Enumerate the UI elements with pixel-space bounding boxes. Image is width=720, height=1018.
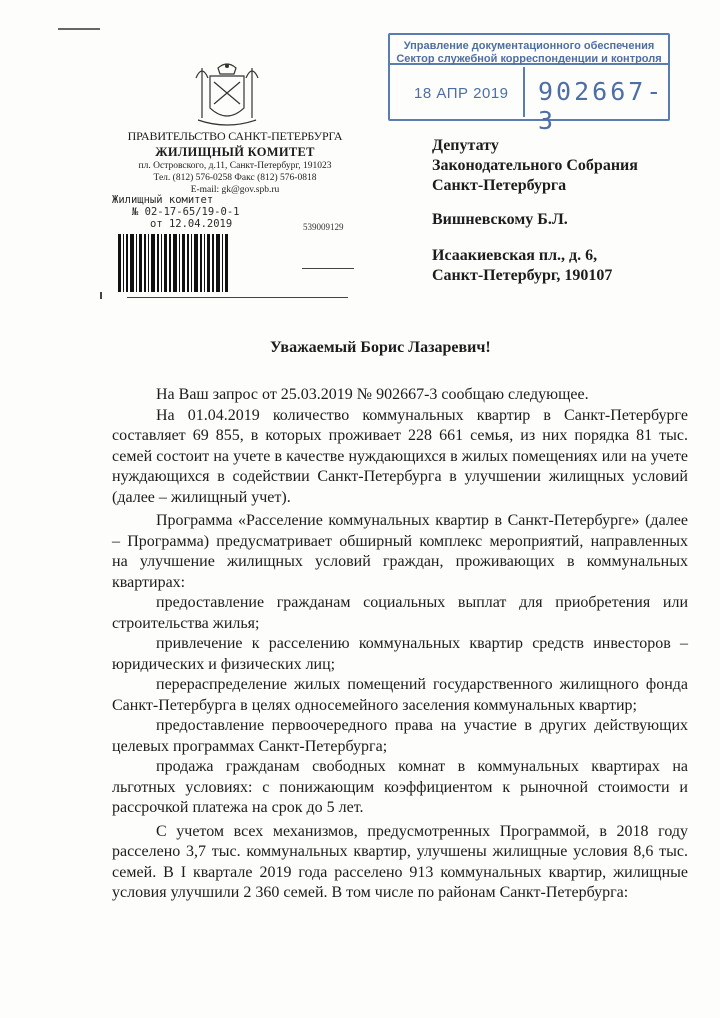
addressee-address-2: Санкт-Петербург, 190107 (432, 267, 613, 284)
addressee-line-1: Депутату (432, 137, 499, 154)
stamp-number: 902667-3 (538, 77, 665, 135)
signature-line (302, 268, 354, 269)
stamp-date: 18 АПР 2019 (414, 85, 509, 102)
header-divider (127, 297, 348, 298)
barcode-icon (118, 234, 228, 292)
addressee-line-2: Законодательного Собрания (432, 157, 638, 174)
registration-org: Жилищный комитет (112, 194, 214, 206)
letter-body (112, 385, 688, 904)
government-name: ПРАВИТЕЛЬСТВО САНКТ-ПЕТЕРБУРГА (127, 129, 343, 143)
registration-number: № 02-17-65/19-0-1 (132, 206, 240, 218)
stamp-header (390, 35, 668, 65)
registration-date: от 12.04.2019 (150, 218, 233, 230)
registration-stamp (388, 33, 670, 135)
stamp-separator (523, 67, 525, 117)
margin-tick (100, 292, 102, 299)
salutation: Уважаемый Борис Лазаревич! (270, 339, 491, 356)
organization-header (100, 129, 370, 196)
paragraph: На 01.04.2019 количество коммунальных квартир в Санкт-Петербурге составляет 69 855, в которых проживает 228 661 семья, из них порядка 81 тыс. семей состоит на учете в качестве нуждающихся в жилых помещениях или на учете нуждающихся в содействии Санкт-Петербурга в улучшении жилищных условий (далее – жилищный учет). (112, 406, 688, 506)
addressee-name: Вишневскому Б.Л. (432, 211, 568, 228)
paragraph: продажа гражданам свободных комнат в коммунальных квартирах на льготных условиях: с понижающим коэффициентом к рыночной стоимости и рассрочкой платежа на срок до 5 лет. (112, 758, 688, 816)
barcode-number: 539009129 (303, 222, 344, 232)
paragraph: предоставление первоочередного права на участие в других действующих целевых программах Санкт-Петербурга; (112, 717, 688, 755)
addressee-line-3: Санкт-Петербурга (432, 177, 567, 194)
paragraph: привлечение к расселению коммунальных квартир средств инвесторов – юридических и физических лиц; (112, 635, 688, 673)
corner-mark (58, 28, 100, 30)
org-phones: Тел. (812) 576-0258 Факс (812) 576-0818 (153, 173, 317, 183)
stamp-line-2: Сектор служебной корреспонденции и контроля (396, 53, 662, 65)
paragraph: На Ваш запрос от 25.03.2019 № 902667-3 сообщаю следующее. (156, 386, 589, 403)
org-address: пл. Островского, д.11, Санкт-Петербург, 191023 (138, 161, 332, 171)
paragraph: предоставление гражданам социальных выплат для приобретения или строительства жилья; (112, 594, 688, 632)
registration-block (112, 194, 239, 230)
org-email: E-mail: gk@gov.spb.ru (190, 185, 280, 195)
addressee-address-1: Исаакиевская пл., д. 6, (432, 247, 598, 264)
saint-petersburg-coat-of-arms-icon (188, 58, 266, 130)
paragraph: перераспределение жилых помещений государственного жилищного фонда Санкт-Петербурга в целях односемейного заселения коммунальных квартир; (112, 676, 688, 714)
committee-name: ЖИЛИЩНЫЙ КОМИТЕТ (155, 145, 315, 159)
stamp-line-1: Управление документационного обеспечения (403, 40, 655, 52)
paragraph: С учетом всех механизмов, предусмотренных Программой, в 2018 году расселено 3,7 тыс. коммунальных квартир, улучшены жилищные условия 8,6 тыс. семей. В I квартале 2019 года расселено 913 коммунальных квартир, жилищные условия улучшили 2 360 семей. В том числе по районам Санкт-Петербурга: (112, 822, 688, 901)
paragraph: Программа «Расселение коммунальных квартир в Санкт-Петербурге» (далее – Программа) предусматривает обширный комплекс мероприятий, направленных на улучшение жилищных условий граждан, проживающих в коммунальных квартирах: (112, 512, 688, 591)
